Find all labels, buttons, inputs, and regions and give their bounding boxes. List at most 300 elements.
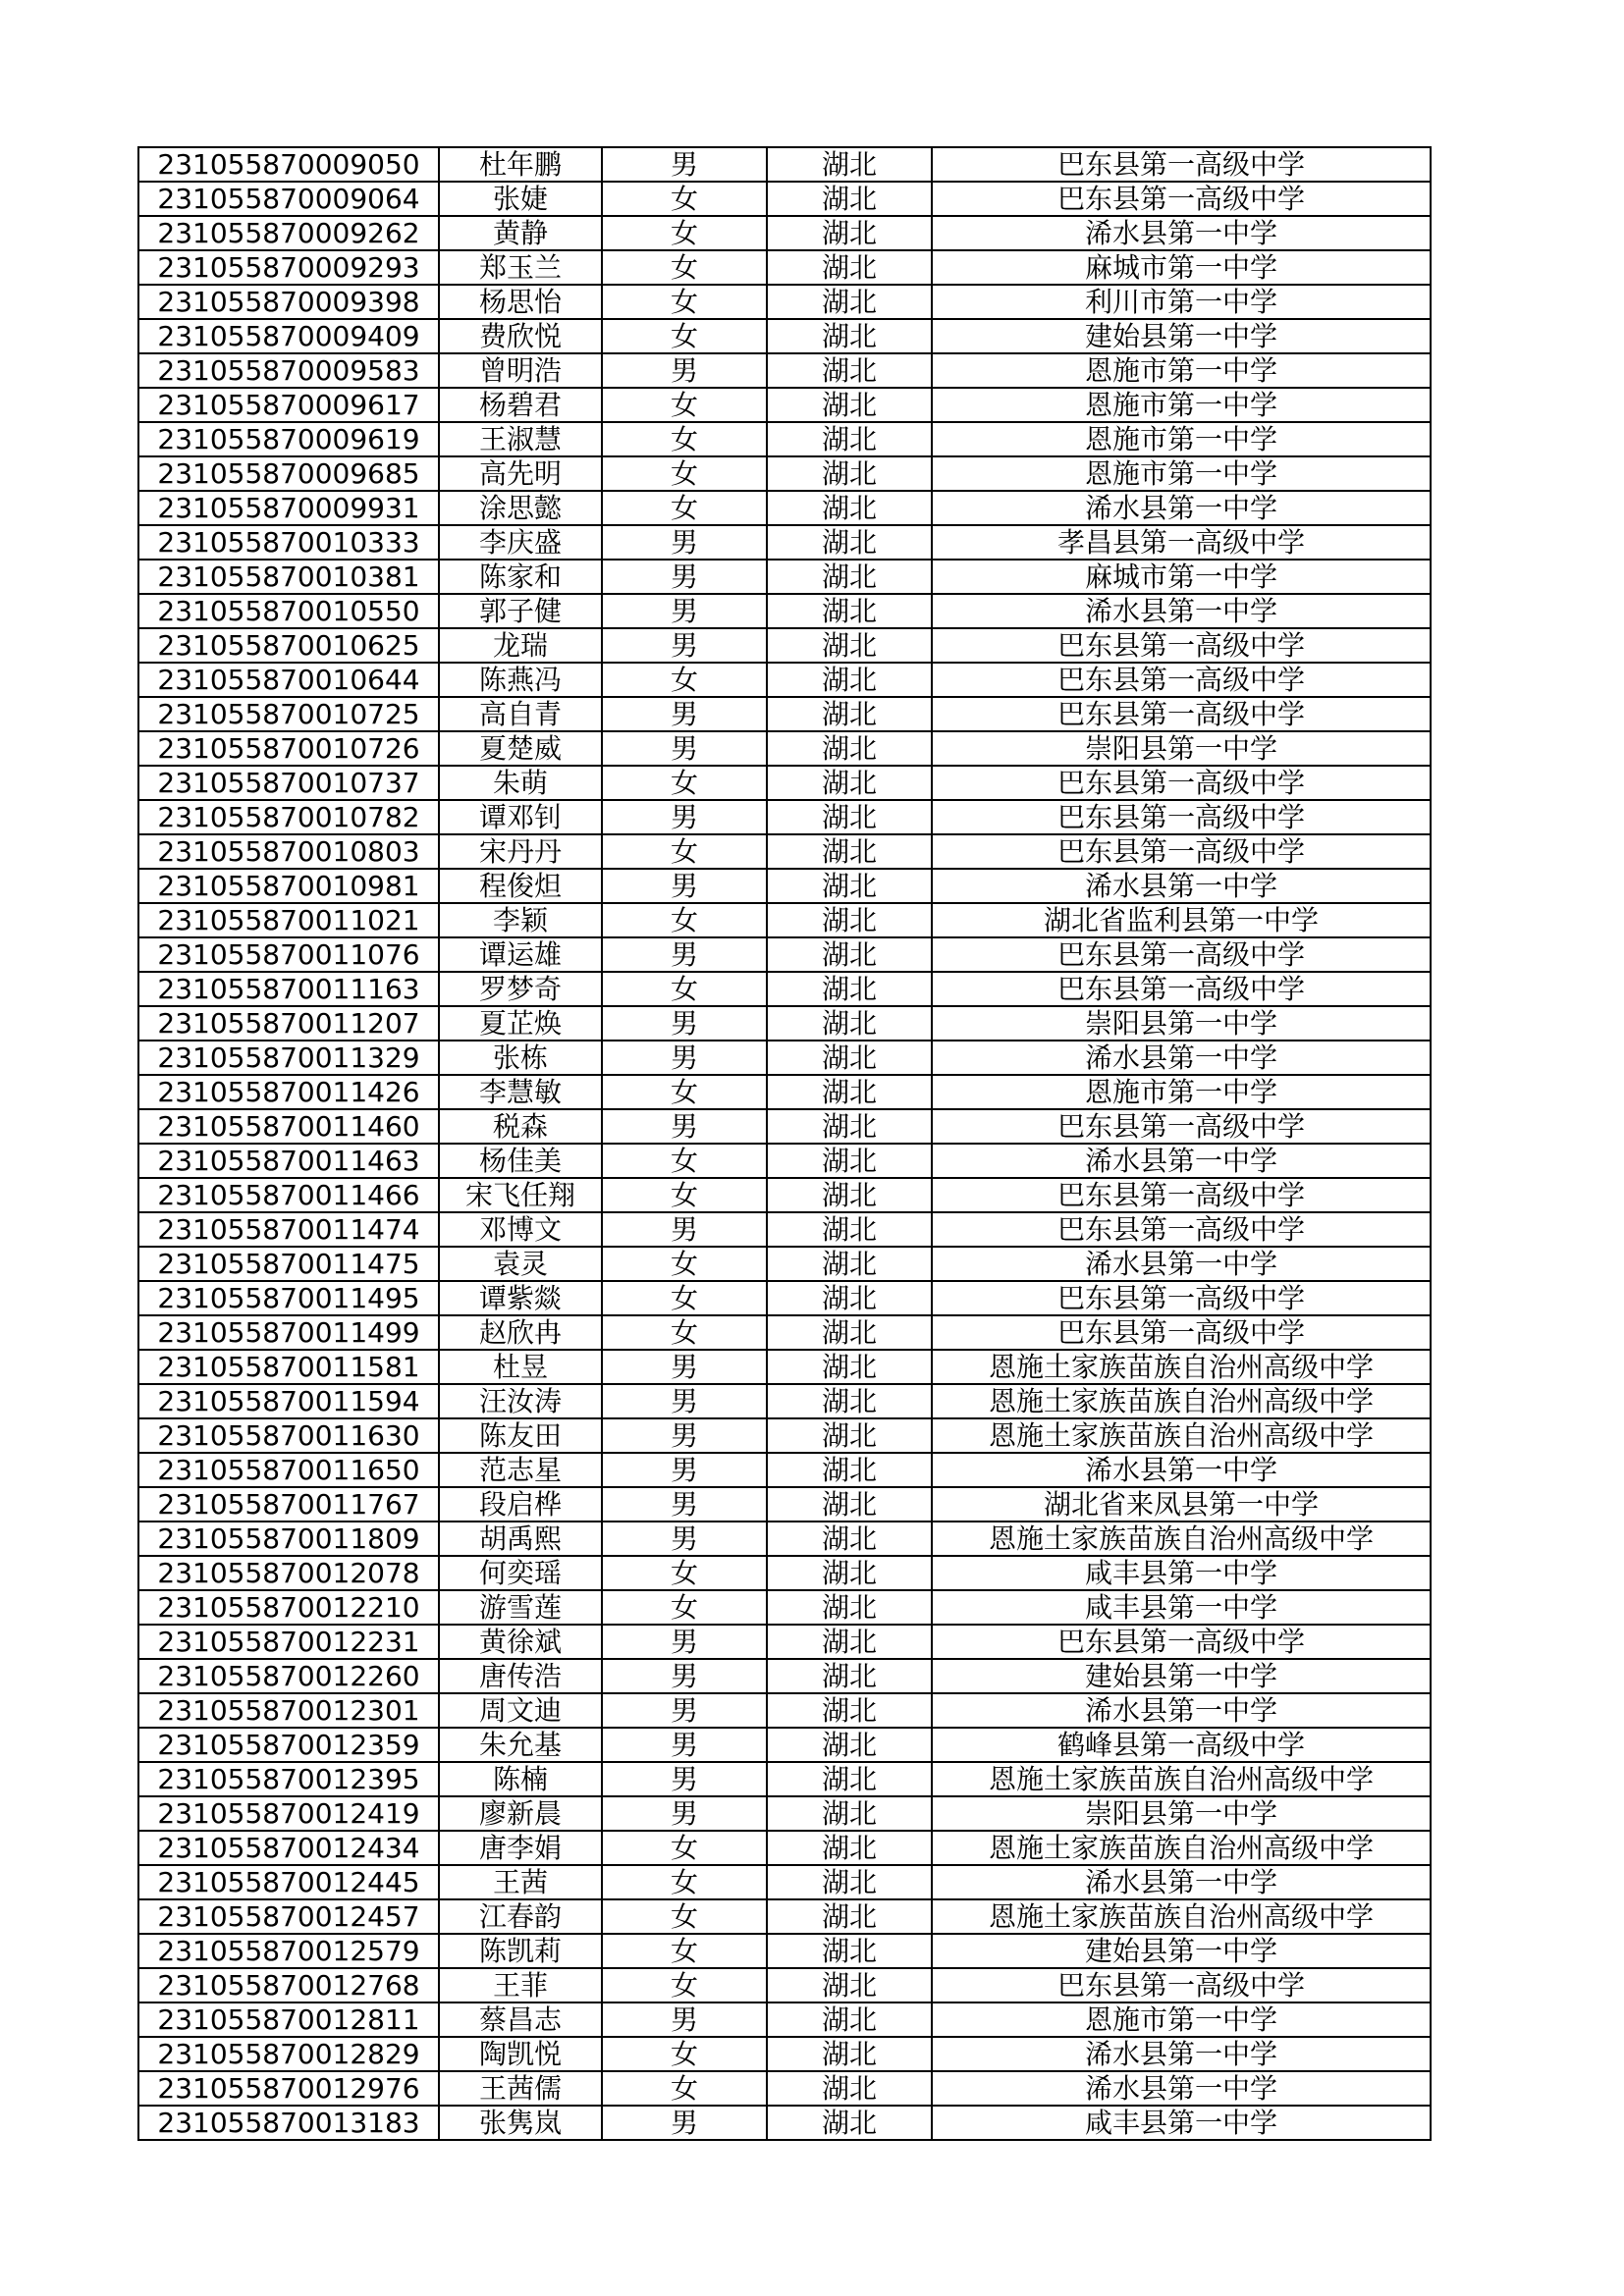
province-cell: 湖北 (767, 491, 932, 525)
student-name-cell: 赵欣冉 (439, 1315, 602, 1350)
province-cell: 湖北 (767, 1006, 932, 1041)
gender-cell: 男 (602, 2106, 767, 2140)
gender-cell: 女 (602, 1178, 767, 1212)
student-name-cell: 宋丹丹 (439, 834, 602, 869)
candidate-id-cell: 231055870012359 (138, 1728, 439, 1762)
school-cell: 浠水县第一中学 (932, 869, 1431, 903)
province-cell: 湖北 (767, 1556, 932, 1590)
province-cell: 湖北 (767, 1384, 932, 1418)
school-cell: 巴东县第一高级中学 (932, 628, 1431, 663)
gender-cell: 男 (602, 1006, 767, 1041)
table-row (138, 1728, 1431, 1762)
student-name-cell: 龙瑞 (439, 628, 602, 663)
gender-cell: 男 (602, 525, 767, 560)
province-cell: 湖北 (767, 1796, 932, 1831)
gender-cell: 女 (602, 766, 767, 800)
table-row (138, 766, 1431, 800)
gender-cell: 男 (602, 560, 767, 594)
province-cell: 湖北 (767, 869, 932, 903)
gender-cell: 男 (602, 594, 767, 628)
gender-cell: 男 (602, 1625, 767, 1659)
province-cell: 湖北 (767, 903, 932, 937)
school-cell: 恩施土家族苗族自治州高级中学 (932, 1899, 1431, 1934)
table-row (138, 1934, 1431, 1968)
province-cell: 湖北 (767, 1075, 932, 1109)
student-name-cell: 李颖 (439, 903, 602, 937)
table-row (138, 147, 1431, 182)
candidate-id-cell: 231055870012434 (138, 1831, 439, 1865)
school-cell: 建始县第一中学 (932, 319, 1431, 353)
candidate-id-cell: 231055870012078 (138, 1556, 439, 1590)
table-row (138, 2106, 1431, 2140)
candidate-id-cell: 231055870011594 (138, 1384, 439, 1418)
candidate-id-cell: 231055870011076 (138, 937, 439, 972)
candidate-id-cell: 231055870013183 (138, 2106, 439, 2140)
candidate-id-cell: 231055870011581 (138, 1350, 439, 1384)
school-cell: 咸丰县第一中学 (932, 1556, 1431, 1590)
province-cell: 湖北 (767, 1625, 932, 1659)
table-row (138, 972, 1431, 1006)
student-name-cell: 张隽岚 (439, 2106, 602, 2140)
table-row (138, 388, 1431, 422)
province-cell: 湖北 (767, 1109, 932, 1144)
gender-cell: 女 (602, 663, 767, 697)
table-row (138, 800, 1431, 834)
table-row (138, 216, 1431, 250)
school-cell: 恩施市第一中学 (932, 456, 1431, 491)
student-name-cell: 段启桦 (439, 1487, 602, 1522)
table-row (138, 1247, 1431, 1281)
candidate-id-cell: 231055870012768 (138, 1968, 439, 2002)
school-cell: 麻城市第一中学 (932, 560, 1431, 594)
candidate-id-cell: 231055870011463 (138, 1144, 439, 1178)
school-cell: 湖北省监利县第一中学 (932, 903, 1431, 937)
candidate-id-cell: 231055870009050 (138, 147, 439, 182)
table-row (138, 1350, 1431, 1384)
candidate-id-cell: 231055870010550 (138, 594, 439, 628)
province-cell: 湖北 (767, 663, 932, 697)
province-cell: 湖北 (767, 697, 932, 731)
table-row (138, 903, 1431, 937)
candidate-id-cell: 231055870012210 (138, 1590, 439, 1625)
school-cell: 巴东县第一高级中学 (932, 663, 1431, 697)
gender-cell: 女 (602, 319, 767, 353)
table-row (138, 1418, 1431, 1453)
gender-cell: 男 (602, 353, 767, 388)
province-cell: 湖北 (767, 1453, 932, 1487)
gender-cell: 男 (602, 1453, 767, 1487)
school-cell: 巴东县第一高级中学 (932, 147, 1431, 182)
table-row (138, 525, 1431, 560)
table-row (138, 869, 1431, 903)
province-cell: 湖北 (767, 1968, 932, 2002)
school-cell: 巴东县第一高级中学 (932, 1178, 1431, 1212)
school-cell: 崇阳县第一中学 (932, 731, 1431, 766)
candidate-id-cell: 231055870009398 (138, 285, 439, 319)
table-row (138, 1968, 1431, 2002)
province-cell: 湖北 (767, 1899, 932, 1934)
student-name-cell: 范志星 (439, 1453, 602, 1487)
school-cell: 浠水县第一中学 (932, 216, 1431, 250)
student-name-cell: 杨思怡 (439, 285, 602, 319)
student-name-cell: 黄静 (439, 216, 602, 250)
candidate-id-cell: 231055870010981 (138, 869, 439, 903)
school-cell: 恩施土家族苗族自治州高级中学 (932, 1831, 1431, 1865)
gender-cell: 女 (602, 1281, 767, 1315)
school-cell: 浠水县第一中学 (932, 2071, 1431, 2106)
table-row (138, 731, 1431, 766)
school-cell: 咸丰县第一中学 (932, 2106, 1431, 2140)
table-row (138, 182, 1431, 216)
school-cell: 恩施土家族苗族自治州高级中学 (932, 1350, 1431, 1384)
school-cell: 恩施市第一中学 (932, 1075, 1431, 1109)
school-cell: 巴东县第一高级中学 (932, 1281, 1431, 1315)
province-cell: 湖北 (767, 1831, 932, 1865)
candidate-id-cell: 231055870011460 (138, 1109, 439, 1144)
candidate-id-cell: 231055870011630 (138, 1418, 439, 1453)
student-name-cell: 费欣悦 (439, 319, 602, 353)
table-row (138, 319, 1431, 353)
gender-cell: 男 (602, 147, 767, 182)
table-row (138, 1315, 1431, 1350)
province-cell: 湖北 (767, 353, 932, 388)
candidate-id-cell: 231055870010803 (138, 834, 439, 869)
gender-cell: 女 (602, 834, 767, 869)
table-row (138, 353, 1431, 388)
table-row (138, 1762, 1431, 1796)
province-cell: 湖北 (767, 2037, 932, 2071)
candidate-id-cell: 231055870012419 (138, 1796, 439, 1831)
student-name-cell: 杨碧君 (439, 388, 602, 422)
school-cell: 恩施土家族苗族自治州高级中学 (932, 1418, 1431, 1453)
gender-cell: 男 (602, 1659, 767, 1693)
candidate-id-cell: 231055870010333 (138, 525, 439, 560)
school-cell: 巴东县第一高级中学 (932, 800, 1431, 834)
table-row (138, 1693, 1431, 1728)
table-row (138, 250, 1431, 285)
student-name-cell: 陈友田 (439, 1418, 602, 1453)
gender-cell: 男 (602, 697, 767, 731)
school-cell: 巴东县第一高级中学 (932, 937, 1431, 972)
gender-cell: 男 (602, 1487, 767, 1522)
roster-table (137, 146, 1432, 2141)
gender-cell: 男 (602, 800, 767, 834)
province-cell: 湖北 (767, 1590, 932, 1625)
table-row (138, 1487, 1431, 1522)
roster-body (138, 147, 1431, 2140)
gender-cell: 男 (602, 1350, 767, 1384)
student-name-cell: 张婕 (439, 182, 602, 216)
table-row (138, 1075, 1431, 1109)
candidate-id-cell: 231055870011163 (138, 972, 439, 1006)
gender-cell: 男 (602, 1796, 767, 1831)
table-row (138, 1522, 1431, 1556)
school-cell: 巴东县第一高级中学 (932, 1212, 1431, 1247)
student-name-cell: 陈楠 (439, 1762, 602, 1796)
student-name-cell: 曾明浩 (439, 353, 602, 388)
school-cell: 建始县第一中学 (932, 1934, 1431, 1968)
table-row (138, 456, 1431, 491)
province-cell: 湖北 (767, 972, 932, 1006)
candidate-id-cell: 231055870009262 (138, 216, 439, 250)
table-row (138, 663, 1431, 697)
school-cell: 孝昌县第一高级中学 (932, 525, 1431, 560)
candidate-id-cell: 231055870011474 (138, 1212, 439, 1247)
student-name-cell: 陶凯悦 (439, 2037, 602, 2071)
school-cell: 恩施市第一中学 (932, 422, 1431, 456)
student-name-cell: 游雪莲 (439, 1590, 602, 1625)
table-row (138, 2071, 1431, 2106)
gender-cell: 男 (602, 628, 767, 663)
table-row (138, 1556, 1431, 1590)
gender-cell: 女 (602, 1590, 767, 1625)
student-name-cell: 税森 (439, 1109, 602, 1144)
candidate-id-cell: 231055870012829 (138, 2037, 439, 2071)
student-name-cell: 王淑慧 (439, 422, 602, 456)
province-cell: 湖北 (767, 285, 932, 319)
candidate-id-cell: 231055870011767 (138, 1487, 439, 1522)
gender-cell: 女 (602, 1831, 767, 1865)
gender-cell: 女 (602, 1934, 767, 1968)
province-cell: 湖北 (767, 628, 932, 663)
student-name-cell: 夏楚威 (439, 731, 602, 766)
province-cell: 湖北 (767, 1178, 932, 1212)
province-cell: 湖北 (767, 594, 932, 628)
province-cell: 湖北 (767, 1522, 932, 1556)
candidate-id-cell: 231055870012260 (138, 1659, 439, 1693)
province-cell: 湖北 (767, 1693, 932, 1728)
table-row (138, 2002, 1431, 2037)
student-name-cell: 汪汝涛 (439, 1384, 602, 1418)
school-cell: 崇阳县第一中学 (932, 1796, 1431, 1831)
table-row (138, 1212, 1431, 1247)
gender-cell: 男 (602, 731, 767, 766)
student-name-cell: 杨佳美 (439, 1144, 602, 1178)
student-name-cell: 高先明 (439, 456, 602, 491)
school-cell: 鹤峰县第一高级中学 (932, 1728, 1431, 1762)
candidate-id-cell: 231055870011809 (138, 1522, 439, 1556)
province-cell: 湖北 (767, 250, 932, 285)
student-name-cell: 谭邓钊 (439, 800, 602, 834)
province-cell: 湖北 (767, 1418, 932, 1453)
gender-cell: 男 (602, 1728, 767, 1762)
candidate-id-cell: 231055870009617 (138, 388, 439, 422)
province-cell: 湖北 (767, 1865, 932, 1899)
school-cell: 浠水县第一中学 (932, 594, 1431, 628)
student-name-cell: 黄徐斌 (439, 1625, 602, 1659)
candidate-id-cell: 231055870009931 (138, 491, 439, 525)
student-name-cell: 王茜儒 (439, 2071, 602, 2106)
province-cell: 湖北 (767, 1247, 932, 1281)
province-cell: 湖北 (767, 422, 932, 456)
school-cell: 浠水县第一中学 (932, 1865, 1431, 1899)
table-row (138, 1109, 1431, 1144)
province-cell: 湖北 (767, 2106, 932, 2140)
table-row (138, 594, 1431, 628)
gender-cell: 女 (602, 903, 767, 937)
candidate-id-cell: 231055870012976 (138, 2071, 439, 2106)
table-row (138, 1659, 1431, 1693)
gender-cell: 女 (602, 216, 767, 250)
school-cell: 巴东县第一高级中学 (932, 1315, 1431, 1350)
candidate-id-cell: 231055870012231 (138, 1625, 439, 1659)
candidate-id-cell: 231055870012579 (138, 1934, 439, 1968)
gender-cell: 女 (602, 250, 767, 285)
candidate-id-cell: 231055870009293 (138, 250, 439, 285)
student-name-cell: 陈燕冯 (439, 663, 602, 697)
student-name-cell: 何奕瑶 (439, 1556, 602, 1590)
candidate-id-cell: 231055870011426 (138, 1075, 439, 1109)
student-name-cell: 王菲 (439, 1968, 602, 2002)
candidate-id-cell: 231055870010737 (138, 766, 439, 800)
gender-cell: 男 (602, 1041, 767, 1075)
table-row (138, 1831, 1431, 1865)
table-row (138, 1590, 1431, 1625)
student-name-cell: 胡禹熙 (439, 1522, 602, 1556)
gender-cell: 女 (602, 1315, 767, 1350)
gender-cell: 女 (602, 388, 767, 422)
province-cell: 湖北 (767, 147, 932, 182)
gender-cell: 女 (602, 1075, 767, 1109)
school-cell: 湖北省来凤县第一中学 (932, 1487, 1431, 1522)
table-row (138, 628, 1431, 663)
candidate-id-cell: 231055870011466 (138, 1178, 439, 1212)
candidate-id-cell: 231055870010726 (138, 731, 439, 766)
table-row (138, 1453, 1431, 1487)
candidate-id-cell: 231055870011207 (138, 1006, 439, 1041)
student-name-cell: 李慧敏 (439, 1075, 602, 1109)
school-cell: 恩施市第一中学 (932, 2002, 1431, 2037)
table-row (138, 1006, 1431, 1041)
table-row (138, 422, 1431, 456)
candidate-id-cell: 231055870012811 (138, 2002, 439, 2037)
student-name-cell: 袁灵 (439, 1247, 602, 1281)
province-cell: 湖北 (767, 216, 932, 250)
table-row (138, 1796, 1431, 1831)
province-cell: 湖北 (767, 1144, 932, 1178)
gender-cell: 男 (602, 1212, 767, 1247)
student-name-cell: 蔡昌志 (439, 2002, 602, 2037)
school-cell: 巴东县第一高级中学 (932, 1625, 1431, 1659)
candidate-id-cell: 231055870009064 (138, 182, 439, 216)
table-row (138, 1041, 1431, 1075)
student-name-cell: 谭运雄 (439, 937, 602, 972)
candidate-id-cell: 231055870011329 (138, 1041, 439, 1075)
candidate-id-cell: 231055870010725 (138, 697, 439, 731)
gender-cell: 女 (602, 1899, 767, 1934)
school-cell: 浠水县第一中学 (932, 1693, 1431, 1728)
province-cell: 湖北 (767, 1315, 932, 1350)
school-cell: 崇阳县第一中学 (932, 1006, 1431, 1041)
school-cell: 浠水县第一中学 (932, 1453, 1431, 1487)
gender-cell: 女 (602, 456, 767, 491)
gender-cell: 女 (602, 1865, 767, 1899)
province-cell: 湖北 (767, 1728, 932, 1762)
gender-cell: 女 (602, 285, 767, 319)
school-cell: 巴东县第一高级中学 (932, 972, 1431, 1006)
school-cell: 巴东县第一高级中学 (932, 834, 1431, 869)
table-row (138, 834, 1431, 869)
gender-cell: 女 (602, 1144, 767, 1178)
gender-cell: 女 (602, 1556, 767, 1590)
gender-cell: 女 (602, 491, 767, 525)
student-name-cell: 郭子健 (439, 594, 602, 628)
school-cell: 巴东县第一高级中学 (932, 766, 1431, 800)
candidate-id-cell: 231055870011495 (138, 1281, 439, 1315)
gender-cell: 女 (602, 2037, 767, 2071)
student-name-cell: 夏芷焕 (439, 1006, 602, 1041)
candidate-id-cell: 231055870012395 (138, 1762, 439, 1796)
student-name-cell: 王茜 (439, 1865, 602, 1899)
student-name-cell: 廖新晨 (439, 1796, 602, 1831)
province-cell: 湖北 (767, 1212, 932, 1247)
province-cell: 湖北 (767, 731, 932, 766)
student-name-cell: 杜昱 (439, 1350, 602, 1384)
table-row (138, 560, 1431, 594)
gender-cell: 男 (602, 1384, 767, 1418)
candidate-id-cell: 231055870011021 (138, 903, 439, 937)
candidate-id-cell: 231055870009685 (138, 456, 439, 491)
candidate-id-cell: 231055870010644 (138, 663, 439, 697)
gender-cell: 女 (602, 972, 767, 1006)
candidate-id-cell: 231055870010381 (138, 560, 439, 594)
gender-cell: 女 (602, 1968, 767, 2002)
school-cell: 恩施市第一中学 (932, 353, 1431, 388)
school-cell: 咸丰县第一中学 (932, 1590, 1431, 1625)
gender-cell: 女 (602, 422, 767, 456)
school-cell: 巴东县第一高级中学 (932, 182, 1431, 216)
candidate-id-cell: 231055870010625 (138, 628, 439, 663)
gender-cell: 男 (602, 1693, 767, 1728)
student-name-cell: 罗梦奇 (439, 972, 602, 1006)
school-cell: 巴东县第一高级中学 (932, 1109, 1431, 1144)
student-name-cell: 朱萌 (439, 766, 602, 800)
province-cell: 湖北 (767, 800, 932, 834)
table-row (138, 1281, 1431, 1315)
table-row (138, 1384, 1431, 1418)
province-cell: 湖北 (767, 2002, 932, 2037)
table-row (138, 697, 1431, 731)
gender-cell: 男 (602, 2002, 767, 2037)
table-row (138, 2037, 1431, 2071)
table-row (138, 1144, 1431, 1178)
province-cell: 湖北 (767, 1350, 932, 1384)
candidate-id-cell: 231055870012301 (138, 1693, 439, 1728)
school-cell: 浠水县第一中学 (932, 1041, 1431, 1075)
school-cell: 恩施土家族苗族自治州高级中学 (932, 1522, 1431, 1556)
student-name-cell: 高自青 (439, 697, 602, 731)
gender-cell: 男 (602, 1522, 767, 1556)
candidate-id-cell: 231055870012445 (138, 1865, 439, 1899)
school-cell: 巴东县第一高级中学 (932, 697, 1431, 731)
gender-cell: 男 (602, 869, 767, 903)
table-row (138, 1865, 1431, 1899)
province-cell: 湖北 (767, 525, 932, 560)
student-name-cell: 宋飞任翔 (439, 1178, 602, 1212)
gender-cell: 男 (602, 1109, 767, 1144)
school-cell: 恩施土家族苗族自治州高级中学 (932, 1762, 1431, 1796)
gender-cell: 女 (602, 182, 767, 216)
table-row (138, 1178, 1431, 1212)
candidate-id-cell: 231055870012457 (138, 1899, 439, 1934)
school-cell: 建始县第一中学 (932, 1659, 1431, 1693)
candidate-id-cell: 231055870010782 (138, 800, 439, 834)
province-cell: 湖北 (767, 388, 932, 422)
province-cell: 湖北 (767, 937, 932, 972)
student-name-cell: 郑玉兰 (439, 250, 602, 285)
school-cell: 麻城市第一中学 (932, 250, 1431, 285)
school-cell: 利川市第一中学 (932, 285, 1431, 319)
